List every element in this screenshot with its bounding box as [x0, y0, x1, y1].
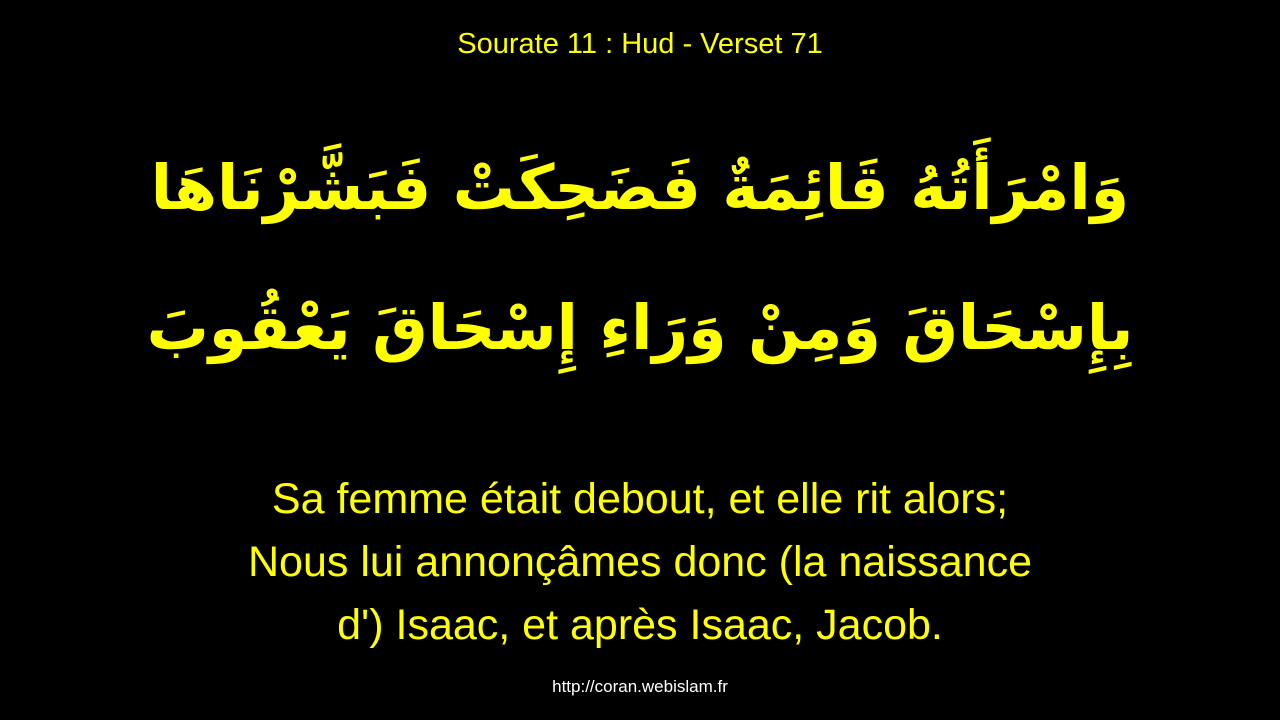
arabic-verse-line-1: وَامْرَأَتُهُ قَائِمَةٌ فَضَحِكَتْ فَبَشَّرْنَاهَا [150, 151, 1130, 224]
footer-url: http://coran.webislam.fr [552, 677, 728, 696]
page-title: Sourate 11 : Hud - Verset 71 [457, 28, 823, 60]
french-translation-line-2: Nous lui annonçâmes donc (la naissance [247, 538, 1032, 586]
french-translation-line-3: d') Isaac, et après Isaac, Jacob. [337, 601, 943, 649]
arabic-verse [0, 118, 1280, 398]
french-translation [0, 468, 1280, 657]
french-translation-line-1: Sa femme était debout, et elle rit alors; [271, 475, 1009, 523]
arabic-verse-line-2: بِإِسْحَاقَ وَمِنْ وَرَاءِ إِسْحَاقَ يَعْقُوبَ [146, 291, 1134, 364]
